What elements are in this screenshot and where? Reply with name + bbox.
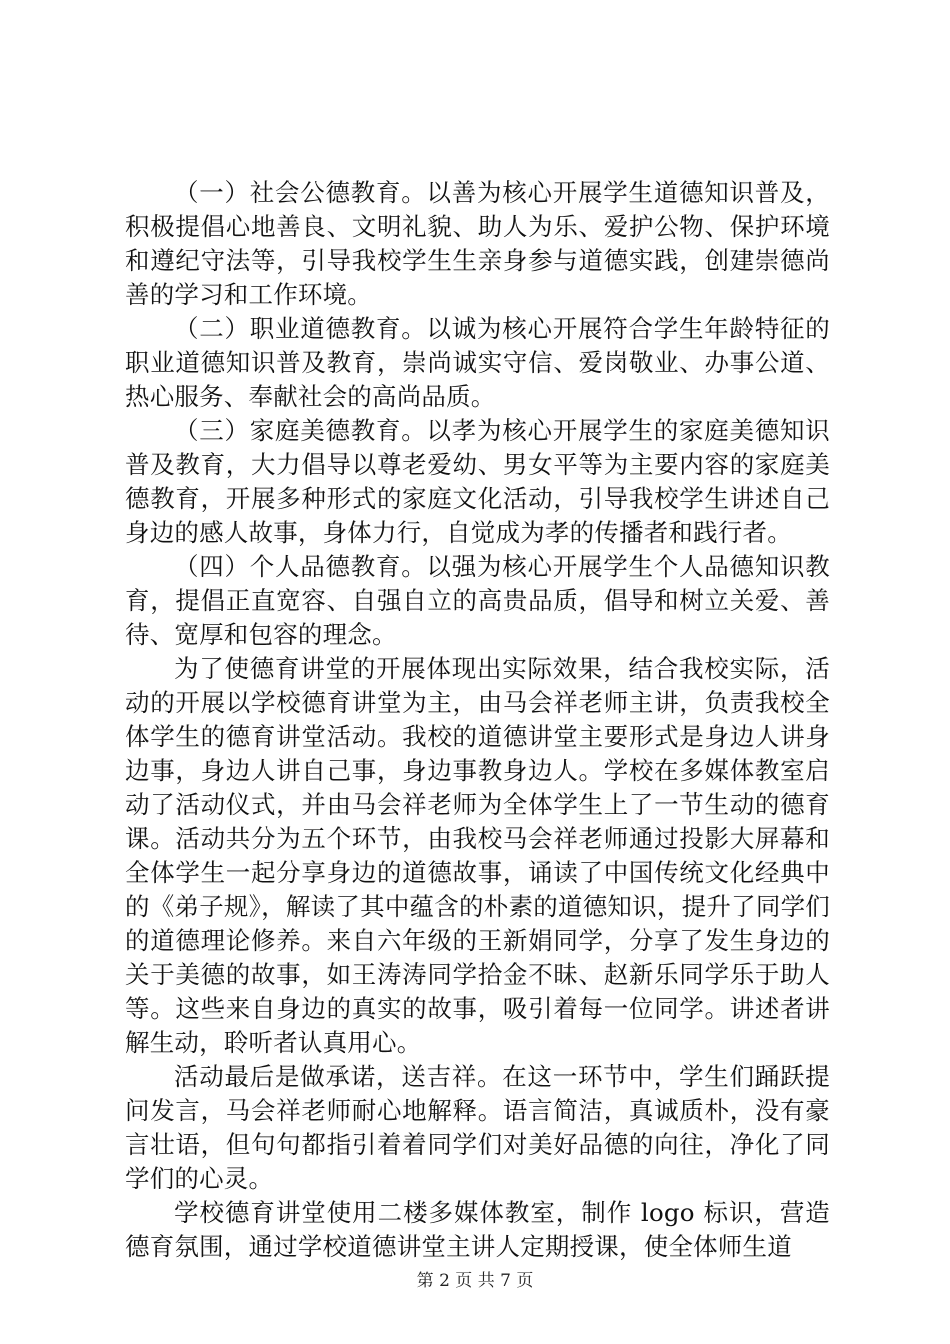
paragraph-family-virtue: （三）家庭美德教育。以孝为核心开展学生的家庭美德知识普及教育，大力倡导以尊老爱幼、男女平等为主要内容的家庭美德教育，开展多种形式的家庭文化活动，引导我校学生讲述自己身边的感人故事，身体力行，自觉成为孝的传播者和践行者。 [125,416,830,547]
paragraph-classroom: 学校德育讲堂使用二楼多媒体教室，制作 logo 标识，营造德育氛围，通过学校道德讲堂主讲人定期授课，使全体师生道 [125,1198,830,1261]
paragraph-commitment: 活动最后是做承诺，送吉祥。在这一环节中，学生们踊跃提问发言，马会祥老师耐心地解释。语言简洁，真诚质朴，没有豪言壮语，但句句都指引着着同学们对美好品德的向往，净化了同学们的心灵。 [125,1062,830,1193]
paragraph-personal-character: （四）个人品德教育。以强为核心开展学生个人品德知识教育，提倡正直宽容、自强自立的高贵品质，倡导和树立关爱、善待、宽厚和包容的理念。 [125,552,830,649]
page-footer: 第 2 页 共 7 页 [416,1271,534,1291]
document-body [125,176,830,1264]
paragraph-lecture-activity: 为了使德育讲堂的开展体现出实际效果，结合我校实际，活动的开展以学校德育讲堂为主，由马会祥老师主讲，负责我校全体学生的德育讲堂活动。我校的道德讲堂主要形式是身边人讲身边事，身边人讲自己事，身边事教身边人。学校在多媒体教室启动了活动仪式，并由马会祥老师为全体学生上了一节生动的德育课。活动共分为五个环节，由我校马会祥老师通过投影大屏幕和全体学生一起分享身边的道德故事，诵读了中国传统文化经典中的《弟子规》，解读了其中蕴含的朴素的道德知识，提升了同学们的道德理论修养。来自六年级的王新娟同学，分享了发生身边的关于美德的故事，如王涛涛同学拾金不昧、赵新乐同学乐于助人等。这些来自身边的真实的故事，吸引着每一位同学。讲述者讲解生动，聆听者认真用心。 [125,654,830,1057]
paragraph-social-morality: （一）社会公德教育。以善为核心开展学生道德知识普及，积极提倡心地善良、文明礼貌、助人为乐、爱护公物、保护环境和遵纪守法等，引导我校学生生亲身参与道德实践，创建崇德尚善的学习和工作环境。 [125,178,830,309]
paragraph-professional-ethics: （二）职业道德教育。以诚为核心开展符合学生年龄特征的职业道德知识普及教育，崇尚诚实守信、爱岗敬业、办事公道、热心服务、奉献社会的高尚品质。 [125,314,830,411]
